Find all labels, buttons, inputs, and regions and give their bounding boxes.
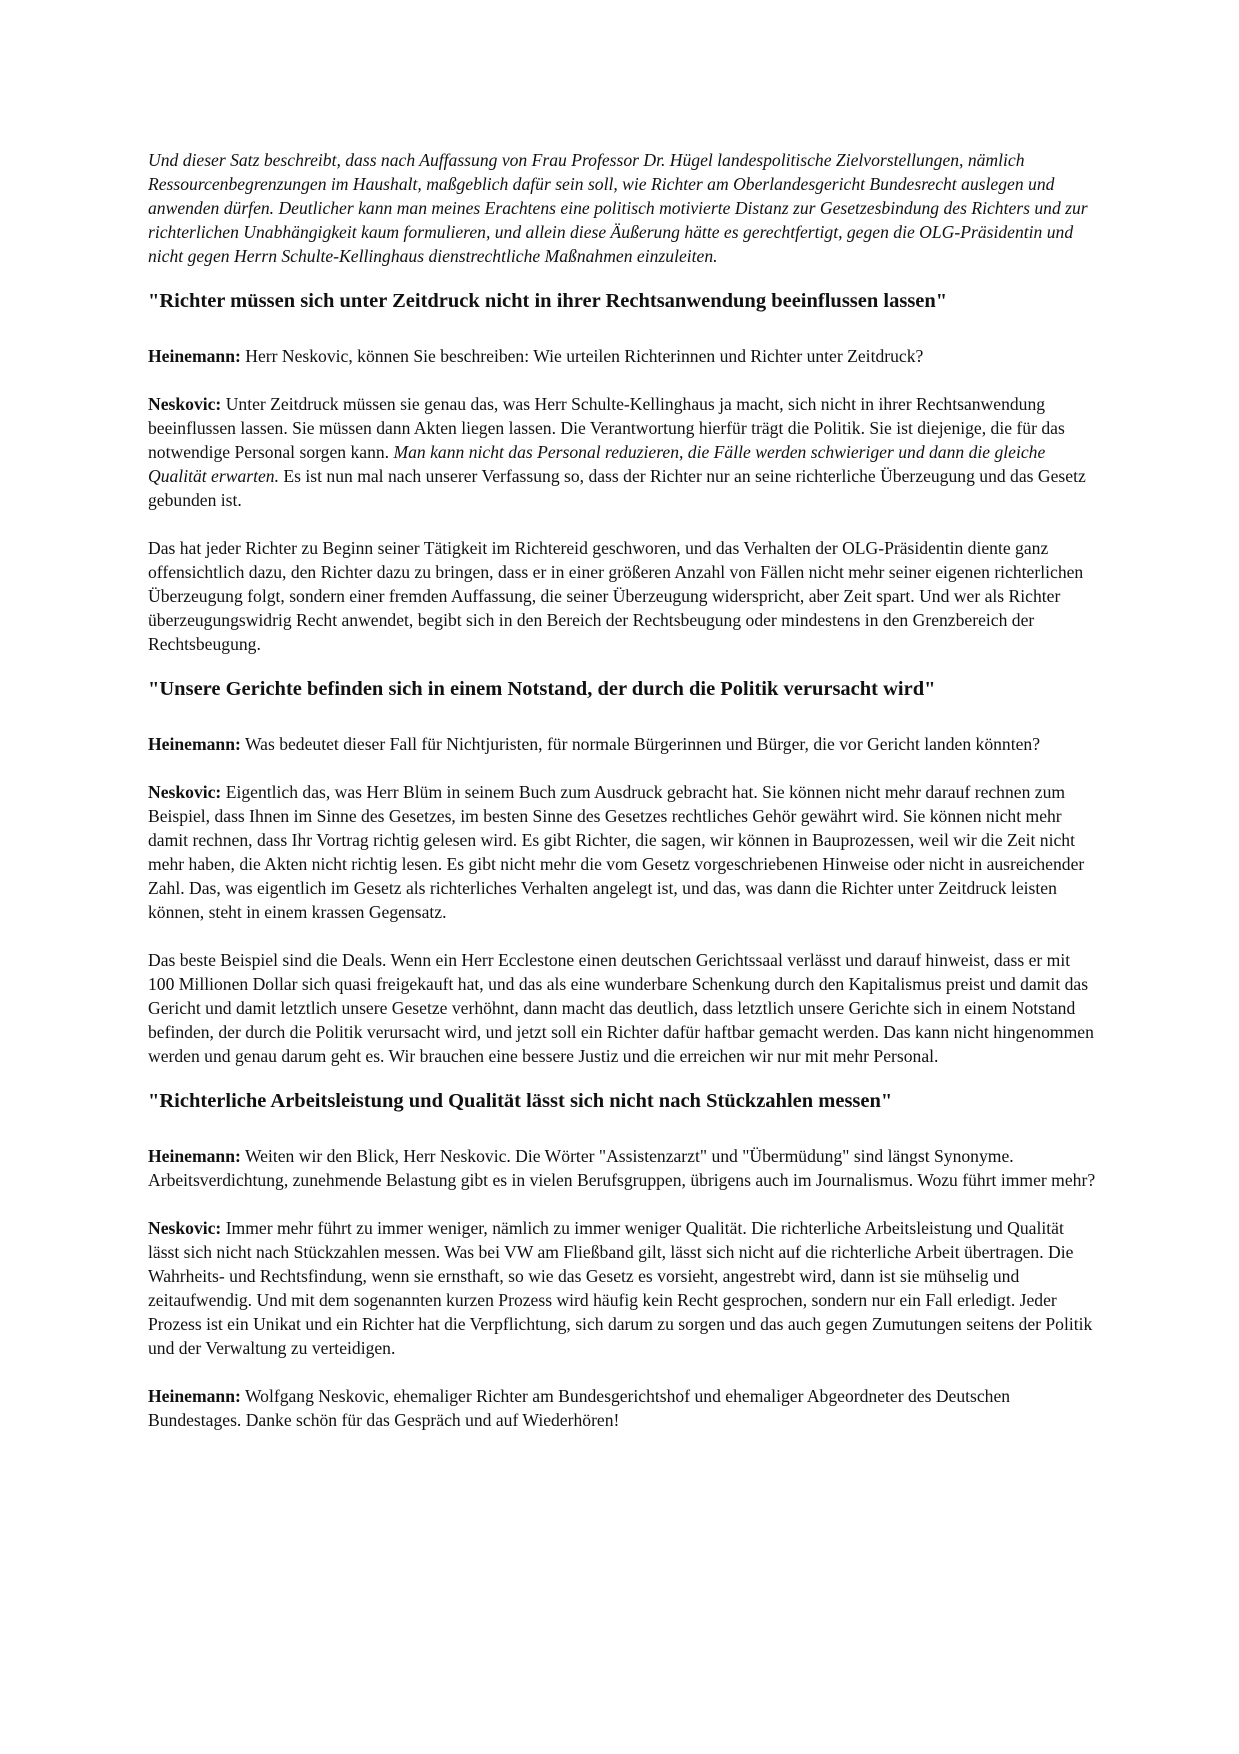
question-text: Weiten wir den Blick, Herr Neskovic. Die Wörter "Assistenzarzt" und "Übermüdung" sind längst Synonyme. Arbeitsverdichtung, zunehmende Belastung gibt es in vielen Berufsgruppen, übrigens auch im Journalismus. Wozu führt immer mehr? — [148, 1146, 1096, 1190]
question-text: Herr Neskovic, können Sie beschreiben: Wie urteilen Richterinnen und Richter unter Zeitdruck? — [245, 346, 924, 366]
closing-text: Wolfgang Neskovic, ehemaliger Richter am Bundesgerichtshof und ehemaliger Abgeordneter des Deutschen Bundestages. Danke schön für das Gespräch und auf Wiederhören! — [148, 1386, 1011, 1430]
answer-1 — [148, 392, 1099, 512]
answer-text: Eigentlich das, was Herr Blüm in seinem Buch zum Ausdruck gebracht hat. Sie können nicht mehr darauf rechnen zum Beispiel, dass Ihnen im Sinne des Gesetzes, im besten Sinne des Gesetzes rechtliches Gehör gewährt wird. Sie können nicht mehr damit rechnen, dass Ihr Vortrag richtig gelesen wird. Es gibt Richter, die sagen, wir können in Bauprozessen, weil wir die Zeit nicht mehr haben, die Akten nicht richtig lesen. Es gibt nicht mehr die vom Gesetz vorgeschriebenen Hinweise oder nicht in ausreichender Zahl. Das, was eigentlich im Gesetz als richterliches Verhalten angelegt ist, und das, was dann die Richter unter Zeitdruck leisten können, steht in einem krassen Gegensatz. — [148, 782, 1085, 922]
section-heading-1: "Richter müssen sich unter Zeitdruck nicht in ihrer Rechtsanwendung beeinflussen lassen" — [148, 290, 948, 312]
intro-paragraph: Und dieser Satz beschreibt, dass nach Auffassung von Frau Professor Dr. Hügel landespolitische Zielvorstellungen, nämlich Ressourcenbegrenzungen im Haushalt, maßgeblich dafür sein soll, wie Richter am Oberlandesgericht Bundesrecht auslegen und anwenden dürfen. Deutlicher kann man meines Erachtens eine politisch motivierte Distanz zur Gesetzesbindung des Richters und zur richterlichen Unabhängigkeit kaum formulieren, und allein diese Äußerung hätte es gerechtfertigt, gegen die OLG-Präsidentin und nicht gegen Herrn Schulte-Kellinghaus dienstrechtliche Maßnahmen einzuleiten. — [148, 150, 1088, 266]
answer-3 — [148, 1216, 1099, 1360]
answer-text: Unter Zeitdruck müssen sie genau das, was Herr Schulte-Kellinghaus ja macht, sich nicht in ihrer Rechtsanwendung beeinflussen lassen. Sie müssen dann Akten liegen lassen. Die Verantwortung hierfür trägt die Politik. Sie ist diejenige, die für das notwendige Personal sorgen kann. — [148, 394, 1065, 462]
speaker-label: Neskovic: — [148, 1218, 222, 1238]
speaker-label: Heinemann: — [148, 1386, 241, 1406]
question-text: Was bedeutet dieser Fall für Nichtjuristen, für normale Bürgerinnen und Bürger, die vor Gericht landen könnten? — [244, 734, 1041, 754]
closing-remark — [148, 1384, 1099, 1432]
question-3 — [148, 1144, 1099, 1192]
question-2 — [148, 732, 1099, 756]
speaker-label: Neskovic: — [148, 782, 222, 802]
speaker-label: Heinemann: — [148, 1146, 241, 1166]
answer-text: Immer mehr führt zu immer weniger, nämlich zu immer weniger Qualität. Die richterliche Arbeitsleistung und Qualität lässt sich nicht nach Stückzahlen messen. Was bei VW am Fließband gilt, lässt sich nicht auf die richterliche Arbeit übertragen. Die Wahrheits- und Rechtsfindung, wenn sie ernsthaft, so wie das Gesetz es vorsieht, angestrebt wird, dann ist sie mühselig und zeitaufwendig. Und mit dem sogenannten kurzen Prozess wird häufig kein Recht gesprochen, sondern nur ein Fall erledigt. Jeder Prozess ist ein Unikat und ein Richter hat die Verpflichtung, sich darum zu sorgen und das auch gegen Zumutungen seitens der Politik und der Verwaltung zu verteidigen. — [148, 1218, 1093, 1358]
section-heading-3: "Richterliche Arbeitsleistung und Qualität lässt sich nicht nach Stückzahlen messen" — [148, 1090, 893, 1112]
answer-1-continued: Das hat jeder Richter zu Beginn seiner Tätigkeit im Richtereid geschworen, und das Verhalten der OLG-Präsidentin diente ganz offensichtlich dazu, den Richter dazu zu bringen, dass er in einer größeren Anzahl von Fällen nicht mehr seiner eigenen richterlichen Überzeugung folgt, sondern einer fremden Auffassung, die seiner Überzeugung widerspricht, aber Zeit spart. Und wer als Richter überzeugungswidrig Recht anwendet, begibt sich in den Bereich der Rechtsbeugung oder mindestens in den Grenzbereich der Rechtsbeugung. — [148, 538, 1084, 654]
answer-italic-text: Man kann nicht das Personal reduzieren, die Fälle werden schwieriger und dann die gleiche Qualität erwarten. — [148, 442, 1046, 486]
speaker-label: Neskovic: — [148, 394, 222, 414]
speaker-label: Heinemann: — [148, 346, 241, 366]
speaker-label: Heinemann: — [148, 734, 241, 754]
answer-text-continued: Es ist nun mal nach unserer Verfassung so, dass der Richter nur an seine richterliche Überzeugung und das Gesetz gebunden ist. — [148, 466, 1086, 510]
answer-2-continued: Das beste Beispiel sind die Deals. Wenn ein Herr Ecclestone einen deutschen Gerichtssaal verlässt und darauf hinweist, dass er mit 100 Millionen Dollar sich quasi freigekauft hat, und das als eine wunderbare Schenkung durch den Kapitalismus preist und damit das Gericht und damit letztlich unsere Gesetze verhöhnt, dann macht das deutlich, dass letztlich unsere Gerichte sich in einem Notstand befinden, der durch die Politik verursacht wird, und jetzt soll ein Richter dafür haftbar gemacht werden. Das kann nicht hingenommen werden und genau darum geht es. Wir brauchen eine bessere Justiz und die erreichen wir nur mit mehr Personal. — [148, 950, 1094, 1066]
section-heading-2: "Unsere Gerichte befinden sich in einem Notstand, der durch die Politik verursacht wird" — [148, 678, 936, 700]
question-1 — [148, 344, 1099, 368]
answer-2 — [148, 780, 1099, 924]
